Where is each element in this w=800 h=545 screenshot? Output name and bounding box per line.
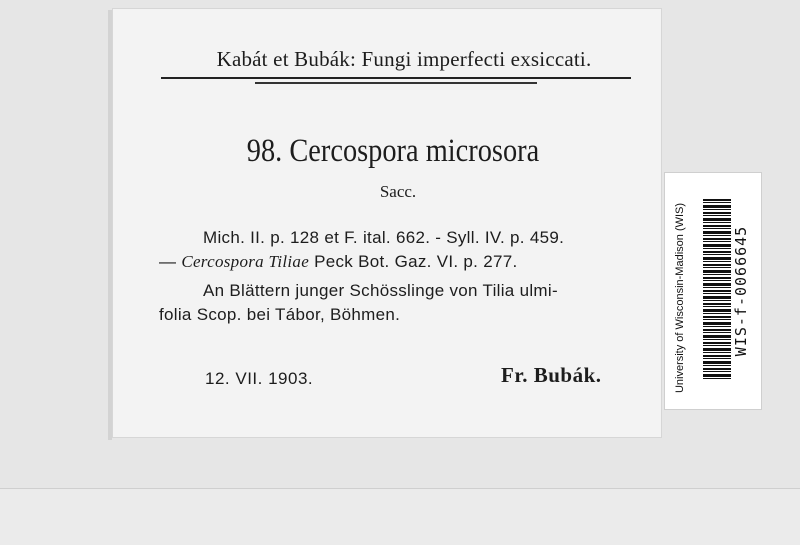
specimen-label [112,8,662,438]
collection-date: 12. VII. 1903. [205,369,314,388]
habitat-line-1: An Blättern junger Schösslinge von Tilia ulmi- [203,281,558,300]
synonym-reference: Peck Bot. Gaz. VI. p. 277. [309,252,518,271]
barcode-bars [703,199,731,379]
species-author: Sacc. [379,182,417,201]
barcode-institution: University of Wisconsin-Madison (WIS) [674,202,686,394]
habitat-line-2: folia Scop. bei Tábor, Böhmen. [159,305,401,324]
header-rule-thick [161,77,631,79]
sheet-bottom-strip [0,488,800,545]
header-rule-thin [255,82,537,84]
citation-dash: — [159,252,182,271]
barcode-number: WIS-f-0066645 [732,225,750,357]
species-title: 98. Cercospora microsora [246,133,540,169]
synonym-name: Cercospora Tiliae [181,252,310,271]
series-header: Kabát et Bubák: Fungi imperfecti exsiccati. [216,47,592,71]
collector-name: Fr. Bubák. [501,363,602,387]
citation-line-1: Mich. II. p. 128 et F. ital. 662. - Syll. IV. p. 459. [203,228,565,247]
citation-line-2 [159,252,518,272]
barcode-label [664,172,762,410]
